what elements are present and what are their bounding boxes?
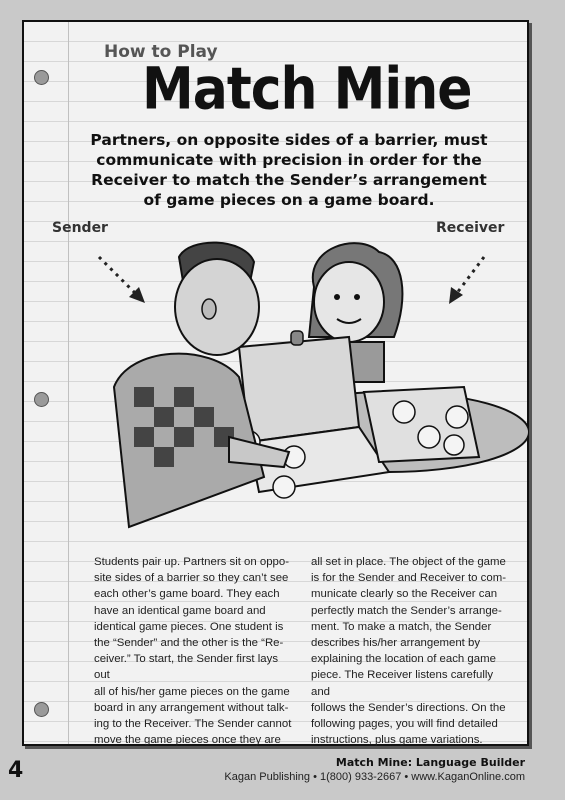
intro-text: Partners, on opposite sides of a barrier, must communicate with precision in order for the Receiver to match the Sender’s arrangement of game pieces on a game board. xyxy=(90,131,488,209)
body-line: describes his/her arrangement by xyxy=(311,637,481,650)
body-line: all of his/her game pieces on the game xyxy=(94,685,290,698)
body-line: all set in place. The object of the game xyxy=(311,556,506,568)
body-line: Students pair up. Partners sit on oppo- xyxy=(94,556,290,568)
binder-hole xyxy=(34,702,49,717)
footer-book-title: Match Mine: Language Builder xyxy=(335,756,525,769)
binder-hole xyxy=(34,70,49,85)
body-line: ceiver.” To start, the Sender first lays out xyxy=(94,653,279,682)
game-piece xyxy=(444,435,464,455)
page-title: Match Mine xyxy=(142,56,472,124)
body-line: each other’s game board. They each xyxy=(94,588,280,601)
body-line: identical game pieces. One student is xyxy=(94,620,284,633)
sender-arrowhead xyxy=(129,287,145,303)
body-line: perfectly match the Sender’s arrange- xyxy=(311,604,502,617)
footer-publisher: Kagan Publishing • 1(800) 933-2667 • www.KaganOnline.com xyxy=(224,771,525,783)
body-line: following pages, you will find detailed xyxy=(311,718,498,731)
body-line: ing to the Receiver. The Sender cannot xyxy=(94,718,292,731)
body-line: have an identical game board and xyxy=(94,604,266,617)
body-column-right xyxy=(311,554,511,748)
sender-arrow xyxy=(99,257,139,297)
notebook-page xyxy=(22,20,529,746)
body-line: ment. To make a match, the Sender xyxy=(311,620,492,633)
body-line: the “Sender” and the other is the “Re- xyxy=(94,637,284,650)
receiver-label: Receiver xyxy=(436,220,505,236)
body-line: move the game pieces once they are xyxy=(94,734,281,747)
body-line: piece. The Receiver listens carefully and xyxy=(311,669,494,698)
game-piece xyxy=(393,401,415,423)
game-piece xyxy=(446,406,468,428)
body-line: follows the Sender’s directions. On the xyxy=(311,701,506,714)
page-number: 4 xyxy=(8,758,24,783)
game-piece xyxy=(273,476,295,498)
body-line: site sides of a barrier so they can’t see xyxy=(94,572,289,585)
body-line: instructions, plus game variations. xyxy=(311,734,483,747)
body-line: explaining the location of each game xyxy=(311,653,496,666)
receiver-arrowhead xyxy=(449,287,463,304)
page-subtitle: How to Play xyxy=(104,42,218,62)
illustration-students xyxy=(59,227,529,557)
body-column-left xyxy=(94,554,294,748)
binder-hole xyxy=(34,392,49,407)
body-line: board in any arrangement without talk- xyxy=(94,701,289,714)
game-piece xyxy=(418,426,440,448)
receiver-arrow xyxy=(454,257,484,297)
sender-label: Sender xyxy=(52,220,108,236)
body-line: municate clearly so the Receiver can xyxy=(311,588,498,601)
body-line: is for the Sender and Receiver to com- xyxy=(311,572,506,585)
